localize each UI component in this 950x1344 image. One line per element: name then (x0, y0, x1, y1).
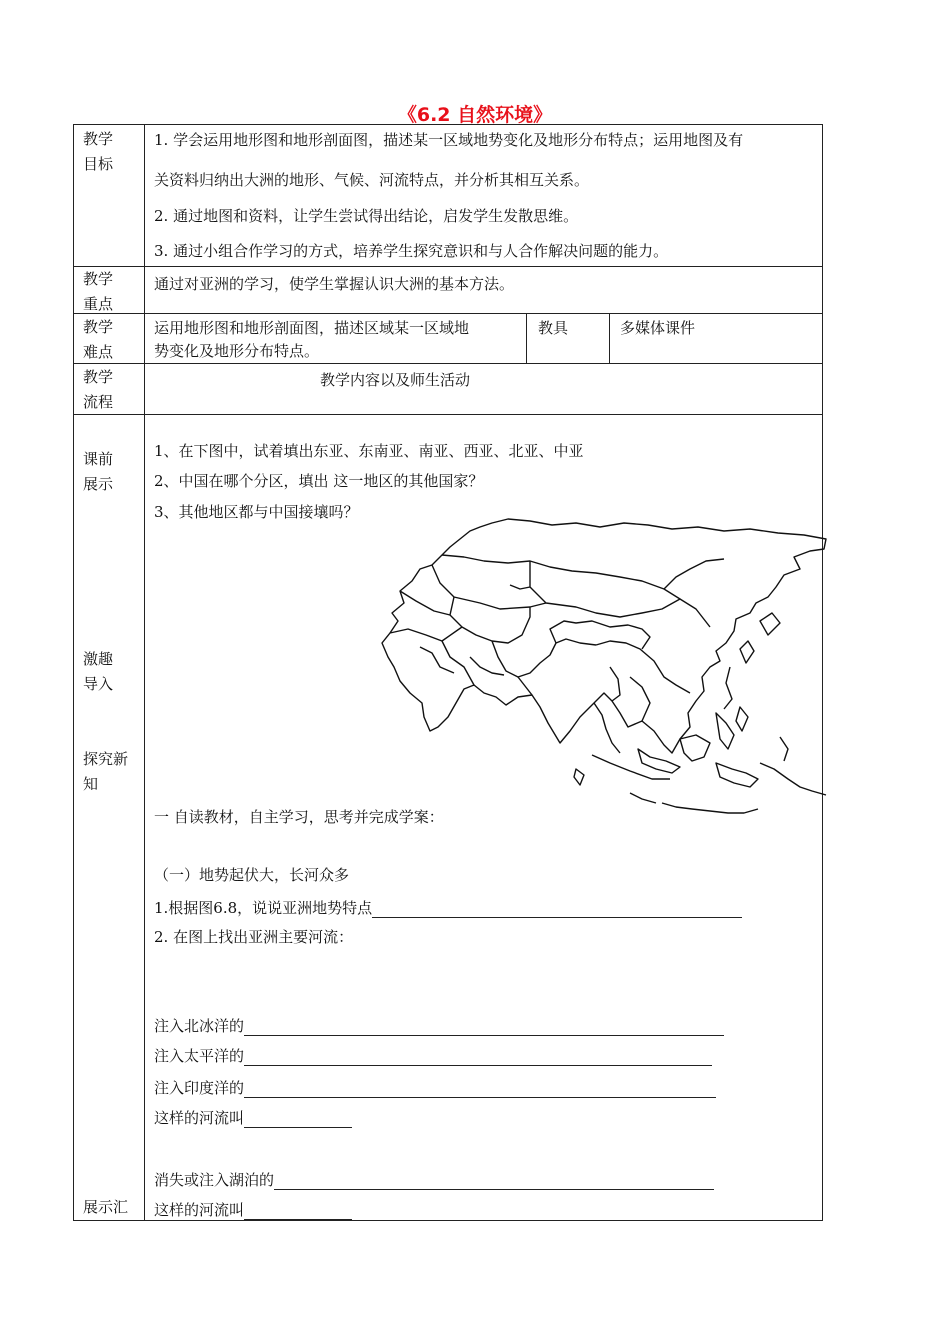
river-type-2-row: 这样的河流叫 (154, 1200, 352, 1220)
self-study-instruction: 一 自读教材，自主学习，思考并完成学案： (154, 808, 444, 826)
task-1: 1.根据图6.8，说说亚洲地势特点 (154, 898, 742, 918)
process-label: 教学 流程 (83, 368, 114, 411)
focus-label: 教学 重点 (83, 270, 114, 313)
process-header: 教学内容以及师生活动 (320, 371, 471, 389)
arctic-river-row: 注入北冰洋的 (154, 1016, 724, 1036)
tools-label: 教具 (538, 319, 569, 337)
page-title: 《6.2 自然环境》 (397, 104, 553, 126)
section-1-heading: （一）地势起伏大，长河众多 (154, 866, 350, 884)
task-2: 2. 在图上找出亚洲主要河流： (154, 928, 354, 946)
explore-label: 探究新 知 (83, 750, 129, 793)
goal-3: 3. 通过小组合作学习的方式，培养学生探究意识和与人合作解决问题的能力。 (154, 242, 669, 260)
goal-2: 2. 通过地图和资料，让学生尝试得出结论，启发学生发散思维。 (154, 207, 579, 225)
pacific-river-blank[interactable] (244, 1049, 712, 1066)
pacific-river-row: 注入太平洋的 (154, 1046, 712, 1066)
intro-label: 激趣 导入 (83, 650, 114, 693)
difficulty-line-1: 运用地形图和地形剖面图，描述区域某一区域地 (154, 319, 470, 337)
preview-label: 课前 展示 (83, 450, 114, 493)
inland-river-blank[interactable] (274, 1173, 714, 1190)
asia-outline-map (380, 517, 832, 821)
river-type-1-row: 这样的河流叫 (154, 1108, 352, 1128)
inland-river-row: 消失或注入湖泊的 (154, 1170, 714, 1190)
indian-river-blank[interactable] (244, 1081, 716, 1098)
question-2: 2、中国在哪个分区，填出 这一地区的其他国家？ (154, 472, 484, 490)
goals-label: 教学 目标 (83, 130, 114, 173)
difficulty-label: 教学 难点 (83, 318, 114, 361)
showcase-label: 展示汇 (83, 1198, 129, 1216)
tools-value: 多媒体课件 (620, 319, 696, 337)
arctic-river-blank[interactable] (244, 1019, 724, 1036)
focus-text: 通过对亚洲的学习，使学生掌握认识大洲的基本方法。 (154, 275, 515, 293)
indian-river-row: 注入印度洋的 (154, 1078, 716, 1098)
question-1: 1、在下图中，试着填出东亚、东南亚、南亚、西亚、北亚、中亚 (154, 442, 584, 460)
question-3: 3、其他地区都与中国接壤吗？ (154, 503, 359, 521)
goal-1-line-1: 1. 学会运用地形图和地形剖面图，描述某一区域地势变化及地形分布特点；运用地图及有 (154, 131, 744, 149)
goal-1-line-2: 关资料归纳出大洲的地形、气候、河流特点，并分析其相互关系。 (154, 171, 590, 189)
task-1-blank[interactable] (372, 901, 742, 918)
lesson-plan-table (73, 124, 823, 1221)
difficulty-line-2: 势变化及地形分布特点。 (154, 342, 320, 360)
river-type-2-blank[interactable] (244, 1203, 352, 1220)
river-type-1-blank[interactable] (244, 1111, 352, 1128)
